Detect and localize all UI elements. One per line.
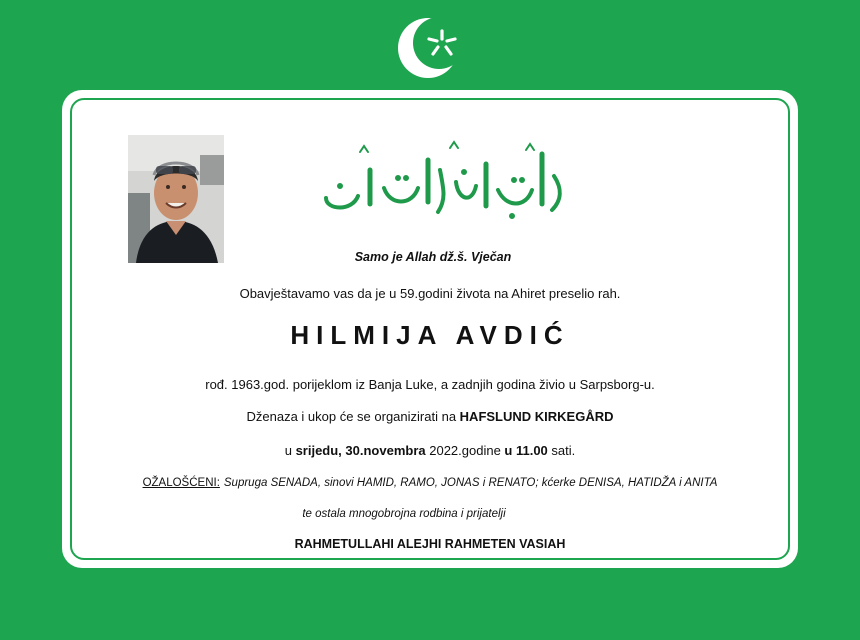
date-line: [62, 443, 798, 458]
deceased-name: HILMIJA AVDIĆ: [290, 320, 570, 350]
motto-line: Samo je Allah dž.š. Vječan: [354, 250, 512, 264]
obituary-card: [62, 90, 798, 568]
date-prefix: u: [284, 443, 296, 458]
mourners-text: Supruga SENADA, sinovi HAMID, RAMO, JONAS i RENATO; kćerke DENISA, HATIDŽA i ANITA: [223, 477, 718, 489]
birth-line: rođ. 1963.god. porijeklom iz Banja Luke, a zadnjih godina živio u Sarpsborg-u.: [205, 377, 655, 392]
funeral-place: HAFSLUND KIRKEGÅRD: [459, 409, 614, 424]
arabic-calligraphy-banner: [300, 130, 578, 228]
mourners-line: [62, 477, 798, 489]
date-suffix: sati.: [547, 443, 576, 458]
crescent-star-icon: [392, 10, 468, 86]
date-mid: 2022.godine: [425, 443, 505, 458]
closing-line: RAHMETULLAHI ALEJHI RAHMETEN VASIAH: [294, 537, 566, 551]
date-time: u 11.00: [504, 443, 548, 458]
portrait-photo: [128, 135, 224, 263]
mourners-label: OŽALOŠĆENI:: [142, 477, 220, 489]
funeral-line: [62, 409, 798, 424]
intro-line: Obavještavamo vas da je u 59.godini života na Ahiret preselio rah.: [239, 286, 621, 301]
funeral-prefix: Dženaza i ukop će se organizirati na: [246, 409, 460, 424]
mourners-line-2: te ostala mnogobrojna rodbina i prijatelji: [302, 508, 506, 520]
date-day: srijedu, 30.novembra: [295, 443, 426, 458]
